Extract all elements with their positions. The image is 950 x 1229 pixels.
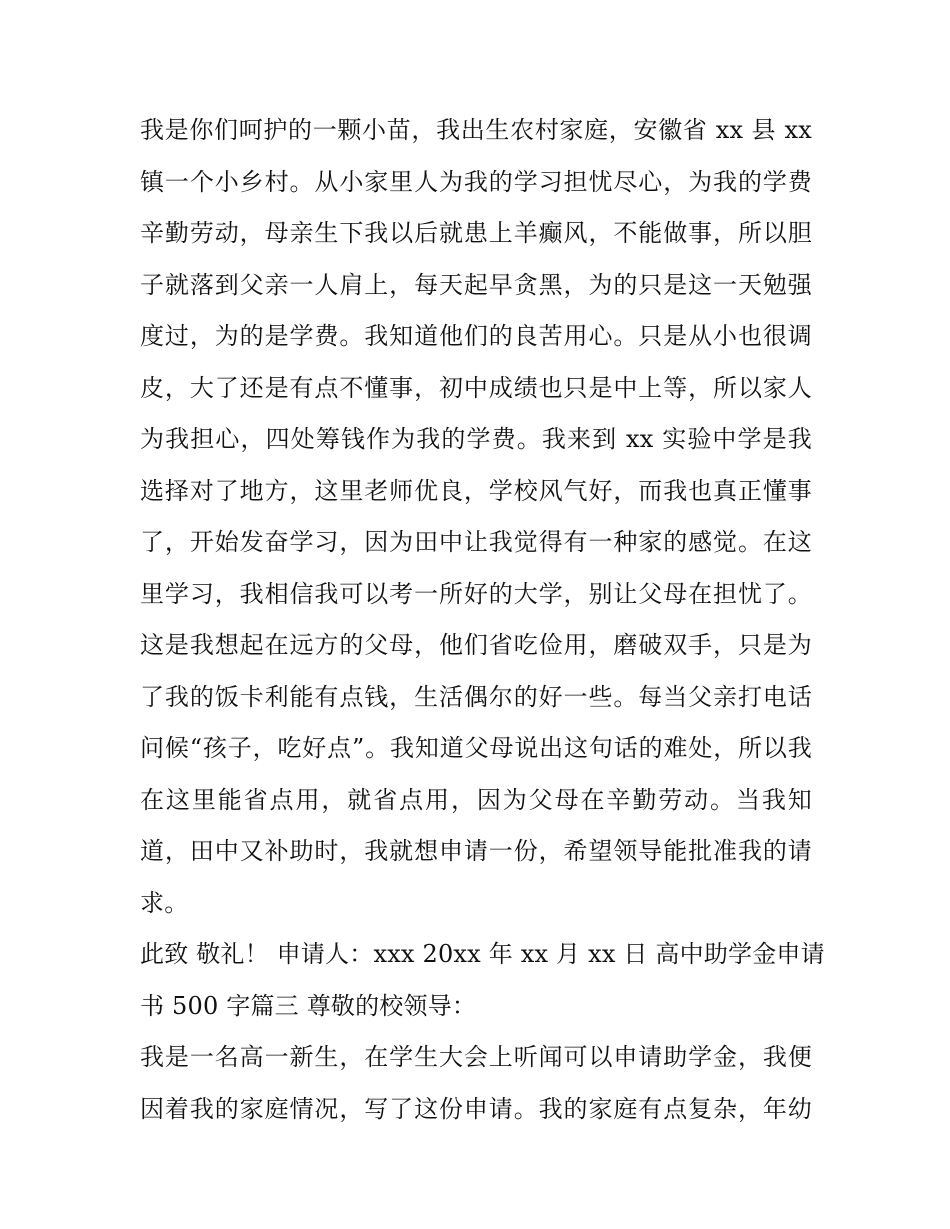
text-line: 了我的饭卡利能有点钱，生活偶尔的好一些。每当父亲打电话 [140, 682, 812, 711]
text-line: 里学习，我相信我可以考一所好的大学，别让父母在担忧了。 [140, 579, 812, 608]
text-line: 道，田中又补助时，我就想申请一份，希望领导能批准我的请 [140, 837, 812, 865]
text-line: 这是我想起在远方的父母，他们省吃俭用，磨破双手，只是为 [140, 631, 812, 659]
text-line: 此致 敬礼！ 申请人：xxx 20xx 年 xx 月 xx 日 高中助学金申请 [140, 940, 825, 968]
text-line: 我是一名高一新生，在学生大会上听闻可以申请助学金，我便 [140, 1043, 812, 1071]
text-line: 镇一个小乡村。从小家里人为我的学习担忧尽心，为我的学费 [140, 167, 812, 196]
text-line: 问候“孩子，吃好点”。我知道父母说出这句话的难处，所以我 [140, 734, 812, 762]
body-text [140, 105, 825, 1135]
text-line: 我是你们呵护的一颗小苗，我出生农村家庭，安徽省 xx 县 xx [140, 116, 812, 144]
text-line: 选择对了地方，这里老师优良，学校风气好，而我也真正懂事 [140, 476, 812, 505]
text-line: 在这里能省点用，就省点用，因为父母在辛勤劳动。当我知 [140, 785, 812, 814]
text-line: 了，开始发奋学习，因为田中让我觉得有一种家的感觉。在这 [140, 528, 812, 556]
text-line: 辛勤劳动，母亲生下我以后就患上羊癫风，不能做事，所以胆 [140, 219, 812, 247]
text-line: 书 500 字篇三 尊敬的校领导： [140, 991, 477, 1020]
text-line: 皮，大了还是有点不懂事，初中成绩也只是中上等，所以家人 [140, 373, 812, 402]
text-line: 因着我的家庭情况，写了这份申请。我的家庭有点复杂，年幼 [140, 1094, 812, 1123]
text-line: 子就落到父亲一人肩上，每天起早贪黑，为的只是这一天勉强 [140, 270, 812, 299]
text-line: 为我担心，四处筹钱作为我的学费。我来到 xx 实验中学是我 [140, 425, 812, 453]
text-line: 求。 [140, 888, 189, 917]
text-line: 度过，为的是学费。我知道他们的良苦用心。只是从小也很调 [140, 322, 812, 350]
